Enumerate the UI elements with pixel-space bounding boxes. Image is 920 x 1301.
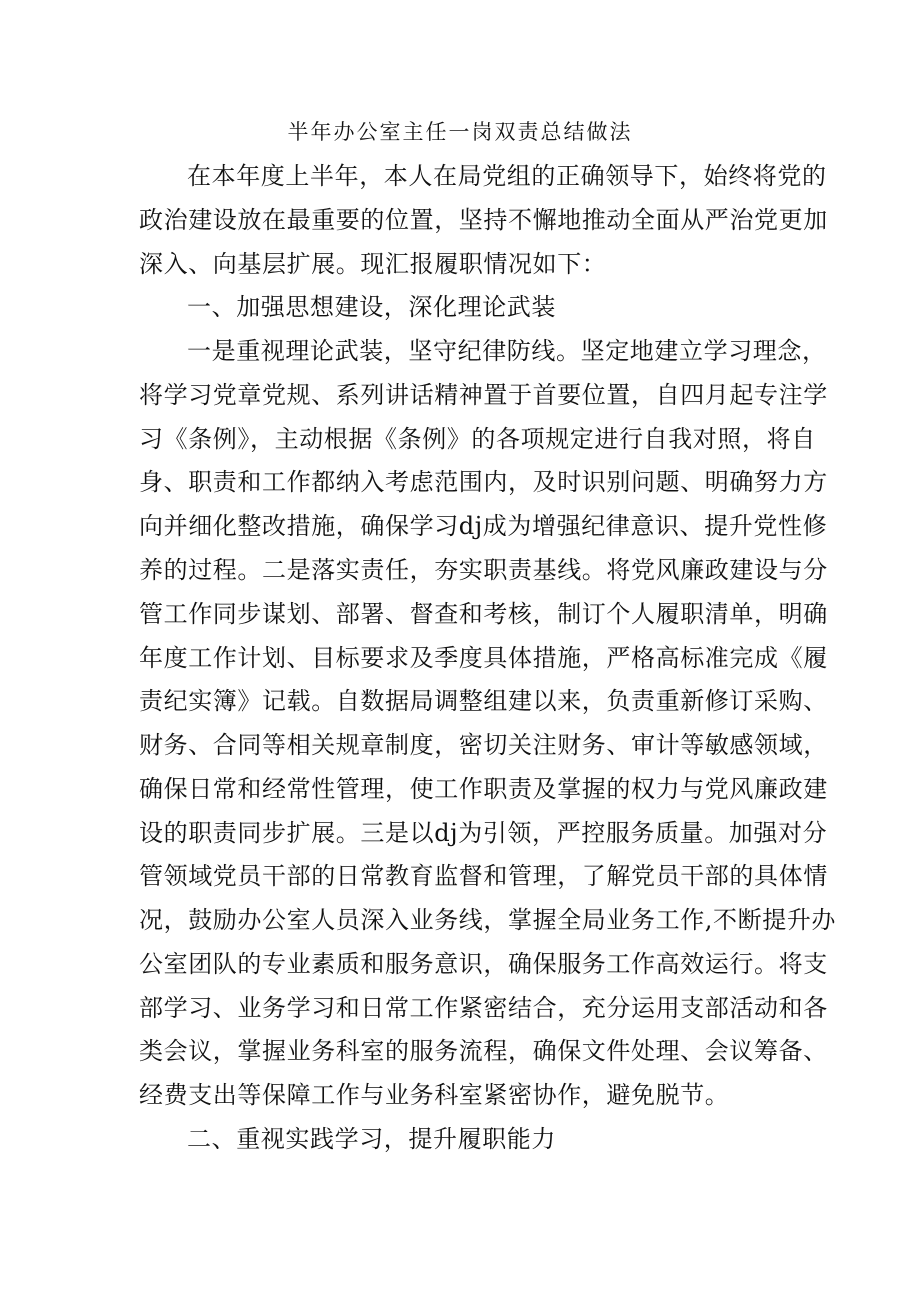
paragraph-line: 习《条例》，主动根据《条例》的各项规定进行自我对照，将自 bbox=[139, 425, 816, 453]
paragraph-line: 设的职责同步扩展。三是以dj为引领，严控服务质量。加强对分 bbox=[139, 819, 828, 847]
section-heading: 一、加强思想建设，深化理论武装 bbox=[187, 293, 556, 321]
document-title: 半年办公室主任一岗双责总结做法 bbox=[287, 120, 633, 144]
paragraph-line: 深入、向基层扩展。现汇报履职情况如下： bbox=[139, 250, 607, 278]
paragraph-line: 经费支出等保障工作与业务科室紧密协作，避免脱节。 bbox=[139, 1081, 730, 1109]
paragraph-line: 部学习、业务学习和日常工作紧密结合，充分运用支部活动和各 bbox=[139, 994, 828, 1022]
paragraph-line: 养的过程。二是落实责任，夯实职责基线。将党风廉政建设与分 bbox=[139, 556, 828, 584]
paragraph-line: 一是重视理论武装，坚守纪律防线。坚定地建立学习理念， bbox=[187, 337, 827, 365]
paragraph-line: 类会议，掌握业务科室的服务流程，确保文件处理、会议筹备、 bbox=[139, 1037, 828, 1065]
paragraph-line: 公室团队的专业素质和服务意识，确保服务工作高效运行。将支 bbox=[139, 950, 828, 978]
paragraph-line: 管工作同步谋划、部署、督查和考核，制订个人履职清单，明确 bbox=[139, 600, 828, 628]
paragraph-line: 责纪实簿》记载。自数据局调整组建以来，负责重新修订采购、 bbox=[139, 687, 828, 715]
paragraph-line: 财务、合同等相关规章制度，密切关注财务、审计等敏感领域， bbox=[139, 731, 828, 759]
section-heading: 二、重视实践学习，提升履职能力 bbox=[187, 1125, 556, 1153]
paragraph-line: 向并细化整改措施，确保学习dj成为增强纪律意识、提升党性修 bbox=[139, 512, 828, 540]
paragraph-line: 确保日常和经常性管理，使工作职责及掌握的权力与党风廉政建 bbox=[139, 775, 828, 803]
paragraph-line: 在本年度上半年，本人在局党组的正确领导下，始终将党的 bbox=[187, 162, 827, 190]
paragraph-line: 将学习党章党规、系列讲话精神置于首要位置，自四月起专注学 bbox=[139, 381, 828, 409]
paragraph-line: 政治建设放在最重要的位置，坚持不懈地推动全面从严治党更加 bbox=[139, 206, 828, 234]
paragraph-line: 身、职责和工作都纳入考虑范围内，及时识别问题、明确努力方 bbox=[139, 468, 828, 496]
paragraph-line: 况，鼓励办公室人员深入业务线，掌握全局业务工作,不断提升办 bbox=[139, 906, 837, 934]
paragraph-line: 管领域党员干部的日常教育监督和管理，了解党员干部的具体情 bbox=[139, 862, 828, 890]
paragraph-line: 年度工作计划、目标要求及季度具体措施，严格高标准完成《履 bbox=[139, 644, 828, 672]
